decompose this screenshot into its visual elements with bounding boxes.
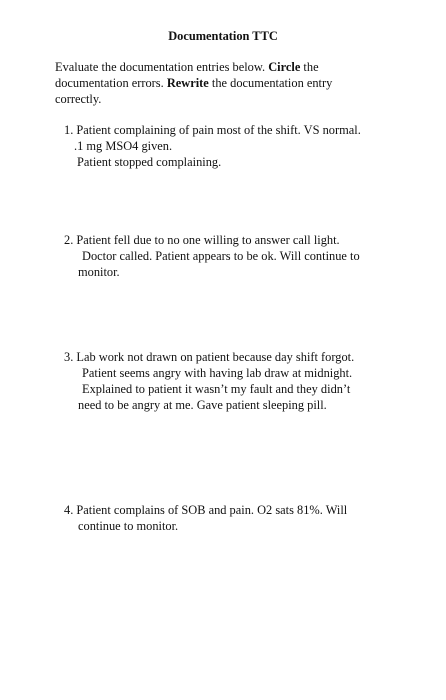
entry-1-line-2: .1 mg MSO4 given. bbox=[74, 139, 173, 153]
entry-3-line-4: need to be angry at me. Gave patient sleeping pill. bbox=[78, 398, 327, 412]
instructions-text-2: the documentation errors. bbox=[55, 60, 319, 90]
entry-3-number: 3. bbox=[64, 350, 74, 364]
entry-4-number: 4. bbox=[64, 503, 74, 517]
entry-4-line-1-text: Patient complains of SOB and pain. O2 sats 81%. Will bbox=[76, 503, 348, 517]
entry-1-line-1 bbox=[64, 122, 404, 138]
entry-3-line-3: Explained to patient it wasn’t my fault and they didn’t bbox=[82, 382, 351, 396]
entry-4 bbox=[64, 502, 404, 534]
entry-2-line-2: Doctor called. Patient appears to be ok. Will continue to bbox=[82, 249, 360, 263]
entry-2 bbox=[64, 232, 404, 280]
instructions-circle-word: Circle bbox=[268, 60, 301, 74]
entry-2-number: 2. bbox=[64, 233, 74, 247]
entry-3-line-2: Patient seems angry with having lab draw at midnight. bbox=[82, 366, 353, 380]
entry-3-line-1 bbox=[64, 349, 404, 365]
instructions-rewrite-word: Rewrite bbox=[166, 76, 209, 90]
entry-3 bbox=[64, 349, 404, 413]
instructions-text-3: the documentation entry correctly. bbox=[55, 76, 333, 106]
entry-1-line-1-text: Patient complaining of pain most of the shift. VS normal. bbox=[76, 123, 361, 137]
instructions bbox=[55, 59, 375, 107]
entry-4-line-2: continue to monitor. bbox=[78, 519, 179, 533]
entry-2-line-3: monitor. bbox=[78, 265, 120, 279]
entry-1-number: 1. bbox=[64, 123, 74, 137]
entry-1-line-3: Patient stopped complaining. bbox=[77, 155, 222, 169]
entry-3-line-1-text: Lab work not drawn on patient because day shift forgot. bbox=[76, 350, 355, 364]
entry-2-line-1 bbox=[64, 232, 404, 248]
entry-4-line-1 bbox=[64, 502, 404, 518]
page-title: Documentation TTC bbox=[168, 29, 278, 43]
entry-2-line-1-text: Patient fell due to no one willing to answer call light. bbox=[76, 233, 340, 247]
entry-1 bbox=[64, 122, 404, 170]
instructions-text-1: Evaluate the documentation entries below. bbox=[55, 60, 269, 74]
